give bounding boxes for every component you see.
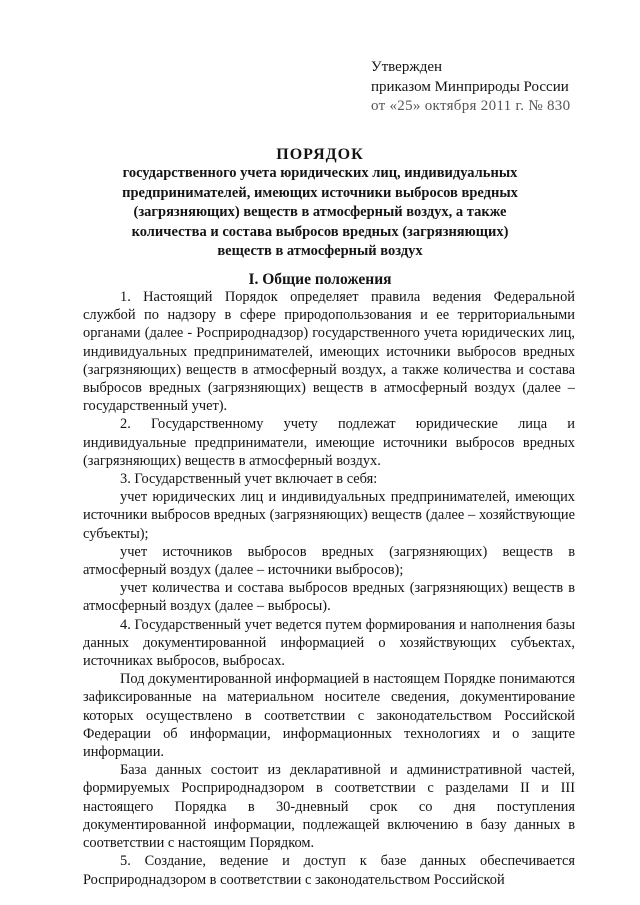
paragraph: 2. Государственному учету подлежат юридические лица и индивидуальные предприниматели, имеющие источники выбросов вредных (загрязняющих) веществ в атмосферный воздух. xyxy=(83,416,575,469)
paragraph: 1. Настоящий Порядок определяет правила ведения Федеральной службой по надзору в сфере природопользования и ее территориальными органами (далее - Росприроднадзор) государственного учета юридических лиц, индивидуальных предпринимателей, имеющих источники выбросов вредных (загрязняющих) веществ в атмосферный воздух, а также количества и состава выбросов вредных (загрязняющих) веществ в атмосферный воздух (далее – государственный учет). xyxy=(83,289,575,415)
approval-order: приказом Минприроды России xyxy=(371,78,569,95)
approval-label: Утвержден xyxy=(371,59,443,75)
paragraph: 3. Государственный учет включает в себя: xyxy=(120,471,378,488)
paragraph: учет юридических лиц и индивидуальных предпринимателей, имеющих источники выбросов вредных (загрязняющих) веществ (далее – хозяйствующие субъекты); xyxy=(83,489,575,542)
paragraph: Под документированной информацией в настоящем Порядке понимаются зафиксированные на материальном носителе сведения, документирование которых осуществлено в соответствии с законодательством Российской Федерации об информации, информационных технологиях и о защите информации. xyxy=(83,671,575,761)
paragraph: учет источников выбросов вредных (загрязняющих) веществ в атмосферный воздух (далее – источники выбросов); xyxy=(83,543,575,579)
document-title: ПОРЯДОК xyxy=(276,146,364,163)
section-heading: I. Общие положения xyxy=(248,271,392,288)
approval-date: от «25» октября 2011 г. № 830 xyxy=(371,98,571,114)
document-body xyxy=(83,288,575,889)
document-subtitle: государственного учета юридических лиц, индивидуальных предпринимателей, имеющих источники выбросов вредных (загрязняющих) веществ в атмосферный воздух, а также количества и состава выбросов вредных (загрязняющих) веществ в атмосферный воздух xyxy=(122,165,518,259)
paragraph: учет количества и состава выбросов вредных (загрязняющих) веществ в атмосферный воздух (далее – выбросы). xyxy=(83,580,575,615)
approval-block xyxy=(371,58,621,117)
paragraph: 4. Государственный учет ведется путем формирования и наполнения базы данных документированной информацией о хозяйствующих субъектах, источниках выбросов, выбросах. xyxy=(83,616,575,670)
paragraph: База данных состоит из декларативной и административной частей, формируемых Росприроднадзором в соответствии с разделами II и III настоящего Порядка в 30-дневный срок со дня поступления документированной информации, подлежащей включению в базу данных в соответствии с настоящим Порядком. xyxy=(83,762,575,852)
paragraph: 5. Создание, ведение и доступ к базе данных обеспечивается Росприроднадзором в соответствии с законодательством Российской xyxy=(83,853,575,888)
